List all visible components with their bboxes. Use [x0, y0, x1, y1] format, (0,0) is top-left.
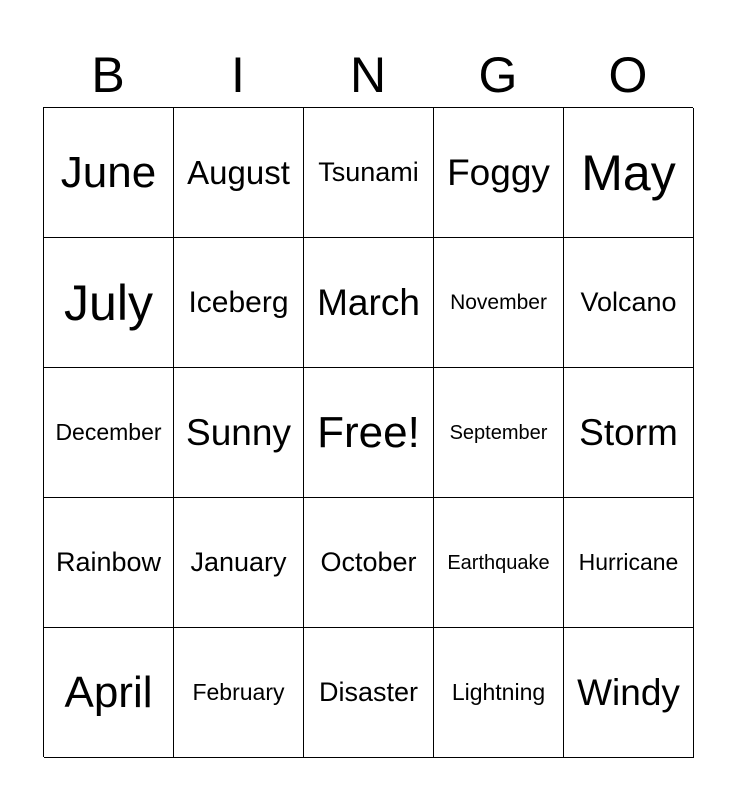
bingo-cell-r1-c3[interactable]: Tsunami	[304, 108, 434, 238]
bingo-cell-r2-c2[interactable]: Iceberg	[174, 238, 304, 368]
bingo-cell-r1-c5[interactable]: May	[564, 108, 694, 238]
bingo-cell-r4-c3[interactable]: October	[304, 498, 434, 628]
bingo-cell-r3-c2[interactable]: Sunny	[174, 368, 304, 498]
bingo-cell-r1-c4[interactable]: Foggy	[434, 108, 564, 238]
bingo-cell-r3-c5[interactable]: Storm	[564, 368, 694, 498]
bingo-cell-r5-c3[interactable]: Disaster	[304, 628, 434, 758]
bingo-cell-r4-c5[interactable]: Hurricane	[564, 498, 694, 628]
header-letter-b: B	[91, 47, 125, 103]
bingo-cell-r5-c4[interactable]: Lightning	[434, 628, 564, 758]
header-letter-i: I	[231, 47, 245, 103]
bingo-cell-r2-c3[interactable]: March	[304, 238, 434, 368]
bingo-cell-r5-c2[interactable]: February	[174, 628, 304, 758]
bingo-header	[43, 44, 693, 106]
bingo-cell-r4-c4[interactable]: Earthquake	[434, 498, 564, 628]
bingo-cell-r3-c3-free[interactable]: Free!	[304, 368, 434, 498]
bingo-cell-r2-c1[interactable]: July	[44, 238, 174, 368]
bingo-cell-r3-c4[interactable]: September	[434, 368, 564, 498]
bingo-board	[43, 107, 693, 757]
header-letter-n: N	[349, 47, 387, 103]
bingo-cell-r1-c2[interactable]: August	[174, 108, 304, 238]
bingo-cell-r1-c1[interactable]: June	[44, 108, 174, 238]
bingo-cell-r4-c1[interactable]: Rainbow	[44, 498, 174, 628]
bingo-cell-r5-c5[interactable]: Windy	[564, 628, 694, 758]
bingo-cell-r4-c2[interactable]: January	[174, 498, 304, 628]
header-letter-g: G	[478, 47, 518, 103]
bingo-cell-r2-c5[interactable]: Volcano	[564, 238, 694, 368]
bingo-cell-r5-c1[interactable]: April	[44, 628, 174, 758]
bingo-cell-r3-c1[interactable]: December	[44, 368, 174, 498]
bingo-cell-r2-c4[interactable]: November	[434, 238, 564, 368]
header-letter-o: O	[608, 47, 648, 103]
